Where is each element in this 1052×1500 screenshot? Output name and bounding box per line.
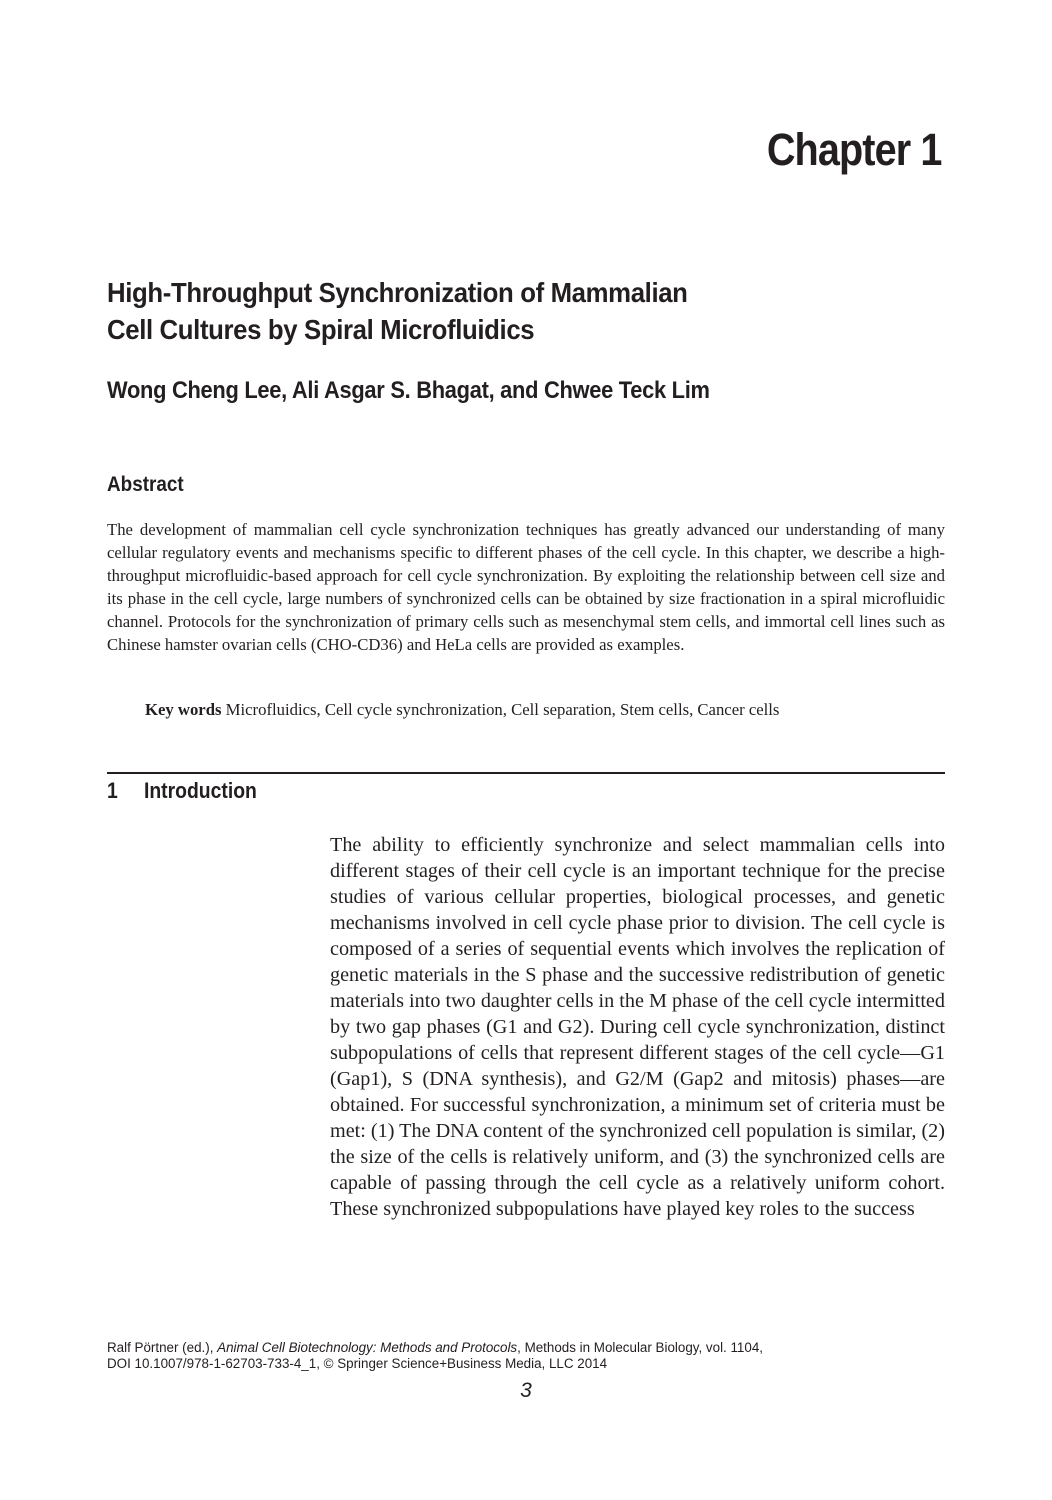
footnote-editor: Ralf Pörtner (ed.),: [107, 1340, 214, 1355]
section-number: 1: [107, 778, 118, 803]
keywords: [145, 698, 945, 721]
footnote-line-1: [107, 1340, 967, 1356]
footnote-series: , Methods in Molecular Biology, vol. 1104,: [517, 1340, 763, 1355]
abstract-heading: Abstract: [107, 473, 184, 496]
introduction-body: The ability to efficiently synchronize and select mammalian cells into different stages of their cell cycle is an important technique for the precise studies of various cellular properties, biological processes, and genetic mechanisms involved in cell cycle phase prior to division. The cell cycle is composed of a series of sequential events which involves the replication of genetic materials in the S phase and the successive redistribution of genetic materials into two daughter cells in the M phase of the cell cycle intermitted by two gap phases (G1 and G2). During cell cycle synchronization, distinct subpopulations of cells that represent different stages of the cell cycle—G1 (Gap1), S (DNA synthesis), and G2/M (Gap2 and mitosis) phases—are obtained. For successful synchronization, a minimum set of criteria must be met: (1) The DNA content of the synchronized cell population is similar, (2) the size of the cells is relatively uniform, and (3) the synchronized cells are capable of passing through the cell cycle as a relatively uniform cohort. These synchronized subpopulations have played key roles to the success: [330, 834, 945, 1220]
chapter-title-line-2: Cell Cultures by Spiral Microfluidics: [107, 314, 535, 345]
abstract-body: The development of mammalian cell cycle synchronization techniques has greatly advanced our understanding of many cellular regulatory events and mechanisms specific to different phases of the cell cycle. In this chapter, we describe a high-throughput microfluidic-based approach for cell cycle synchronization. By exploiting the relationship between cell size and its phase in the cell cycle, large numbers of synchronized cells can be obtained by size fractionation in a spiral microfluidic channel. Protocols for the synchronization of primary cells such as mesenchymal stem cells, and immortal cell lines such as Chinese hamster ovarian cells (CHO-CD36) and HeLa cells are provided as examples.: [107, 520, 945, 655]
chapter-label: Chapter 1: [767, 124, 942, 175]
section-title: Introduction: [143, 778, 257, 803]
author-list: Wong Cheng Lee, Ali Asgar S. Bhagat, and Chwee Teck Lim: [107, 377, 710, 404]
keywords-label: Key words: [145, 700, 222, 719]
footnote-doi-line: DOI 10.1007/978-1-62703-733-4_1, © Springer Science+Business Media, LLC 2014: [107, 1356, 608, 1371]
chapter-title-line-1: High-Throughput Synchronization of Mammalian: [107, 277, 688, 308]
footnote-book-title: Animal Cell Biotechnology: Methods and Protocols: [217, 1340, 518, 1355]
page-number: 3: [520, 1379, 532, 1402]
section-heading: [107, 778, 257, 804]
citation-footnote: [107, 1340, 967, 1372]
chapter-title: [107, 274, 861, 348]
keywords-text: Microfluidics, Cell cycle synchronization, Cell separation, Stem cells, Cancer cells: [225, 700, 780, 719]
section-divider: [107, 772, 945, 774]
